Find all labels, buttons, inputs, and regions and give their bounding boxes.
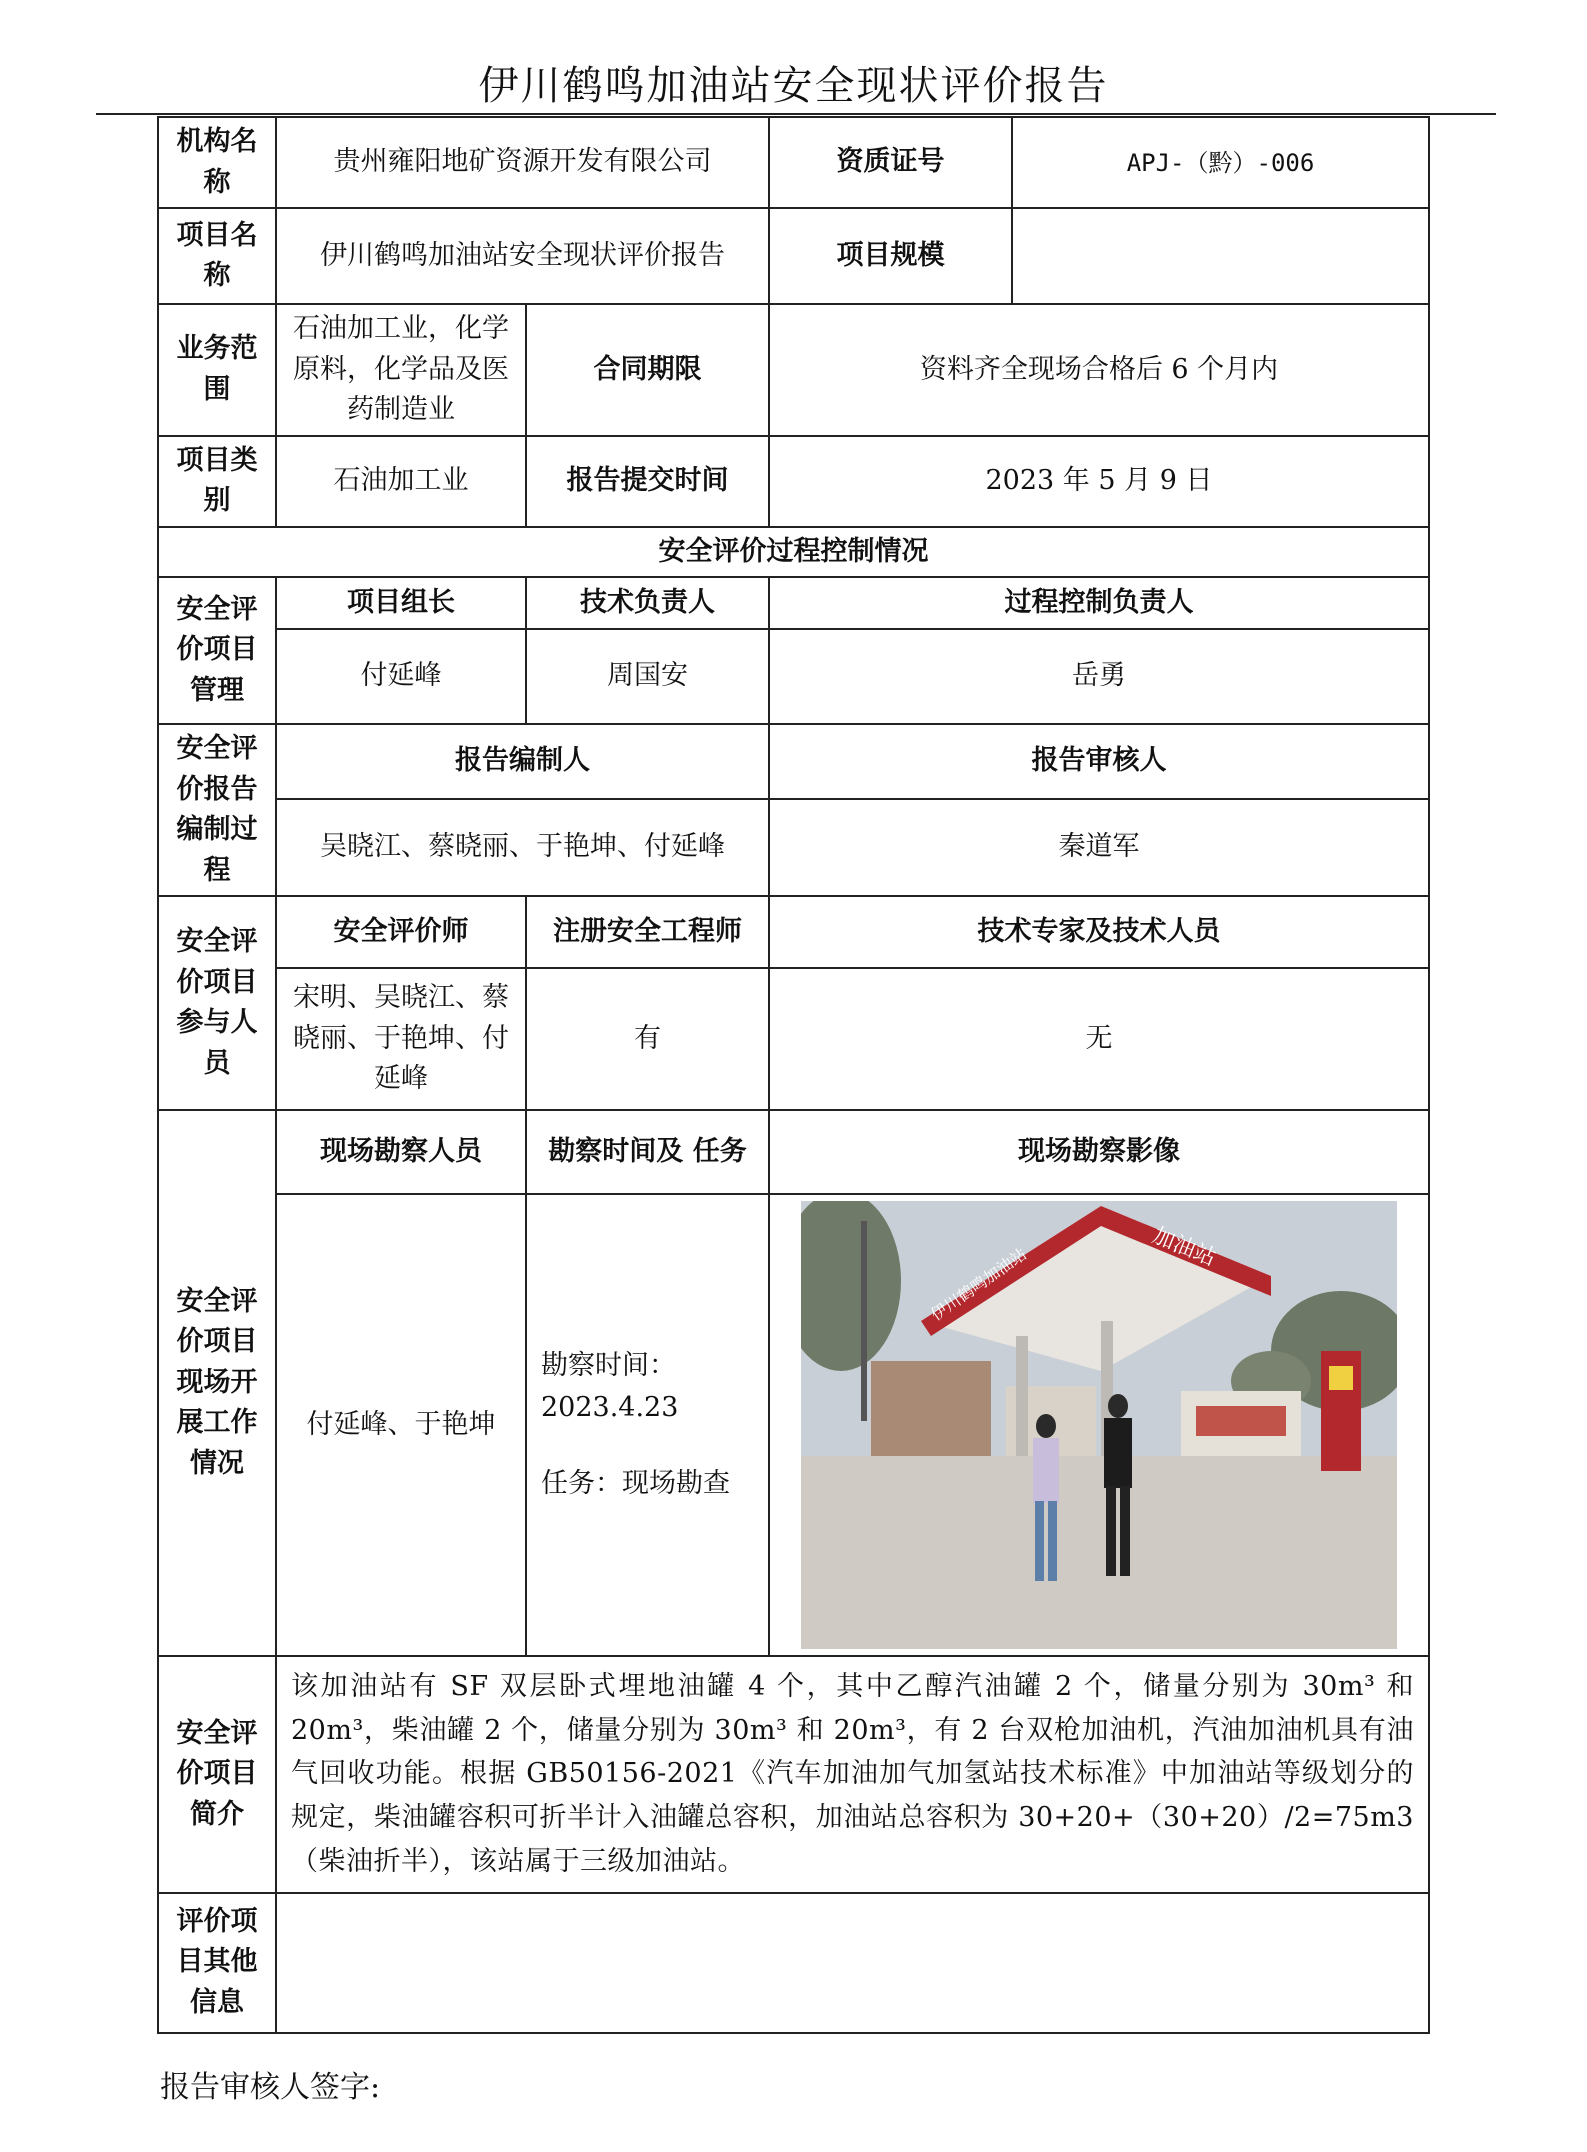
survey-label: 安全评价项目现场开展工作情况: [158, 1110, 276, 1656]
org-value: 贵州雍阳地矿资源开发有限公司: [276, 117, 769, 208]
project-name-label: 项目名称: [158, 208, 276, 304]
leader-value: 付延峰: [276, 629, 526, 724]
survey-time-line: 勘察时间：2023.4.23: [541, 1350, 679, 1424]
row-survey-values: [158, 1194, 1429, 1656]
engineers-value: 有: [526, 968, 769, 1110]
leader-header: 项目组长: [276, 577, 526, 629]
control-value: 岳勇: [769, 629, 1429, 724]
survey-staff-value: 付延峰、于艳坤: [276, 1194, 526, 1656]
cert-label: 资质证号: [769, 117, 1012, 208]
photo-sign-text: 加油站: [1148, 1223, 1220, 1272]
row-project: [158, 208, 1429, 304]
other-label: 评价项目其他信息: [158, 1893, 276, 2033]
row-business: [158, 304, 1429, 436]
intro-label: 安全评价项目简介: [158, 1656, 276, 1893]
row-management-values: [158, 629, 1429, 724]
title-divider: [96, 113, 1496, 115]
row-intro: [158, 1656, 1429, 1893]
category-label: 项目类别: [158, 436, 276, 527]
business-value: 石油加工业，化学原料，化学品及医药制造业: [276, 304, 526, 436]
org-label: 机构名称: [158, 117, 276, 208]
cert-value: APJ-（黔）-006: [1012, 117, 1429, 208]
evaluators-header: 安全评价师: [276, 896, 526, 968]
tech-header: 技术负责人: [526, 577, 769, 629]
control-header: 过程控制负责人: [769, 577, 1429, 629]
document-title: 伊川鹤鸣加油站安全现状评价报告: [478, 63, 1109, 109]
category-value: 石油加工业: [276, 436, 526, 527]
submit-time-value: 2023 年 5 月 9 日: [769, 436, 1429, 527]
reviewer-signature-label: 报告审核人签字:: [160, 2070, 381, 2105]
row-participant-values: [158, 968, 1429, 1110]
intro-text: 该加油站有 SF 双层卧式埋地油罐 4 个，其中乙醇汽油罐 2 个，储量分别为 30m³ 和 20m³，柴油罐 2 个，储量分别为 30m³ 和 20m³，有 2 台双枪加油机，汽油加油机具有油气回收功能。根据 GB50156-2021《汽车加油加气加氢站技术标准》中加油站等级划分的规定，柴油罐容积可折半计入油罐总容积，加油站总容积为 30+20+（30+20）/2=75m3（柴油折半），该站属于三级加油站。: [276, 1656, 1429, 1893]
reviewer-header: 报告审核人: [769, 724, 1429, 799]
participants-label: 安全评价项目参与人员: [158, 896, 276, 1110]
other-value: [276, 1893, 1429, 2033]
contract-value: 资料齐全现场合格后 6 个月内: [769, 304, 1429, 436]
engineers-header: 注册安全工程师: [526, 896, 769, 968]
row-management-headers: [158, 577, 1429, 629]
management-label: 安全评价项目管理: [158, 577, 276, 724]
process-section-heading: 安全评价过程控制情况: [158, 527, 1429, 578]
row-other: [158, 1893, 1429, 2033]
submit-time-label: 报告提交时间: [526, 436, 769, 527]
row-survey-headers: [158, 1110, 1429, 1194]
contract-label: 合同期限: [526, 304, 769, 436]
row-category: [158, 436, 1429, 527]
survey-task-line: 任务：现场勘查: [541, 1467, 730, 1499]
row-section-bar: [158, 527, 1429, 578]
tech-value: 周国安: [526, 629, 769, 724]
row-compile-headers: [158, 724, 1429, 799]
row-participant-headers: [158, 896, 1429, 968]
experts-value: 无: [769, 968, 1429, 1110]
author-header: 报告编制人: [276, 724, 769, 799]
project-scale-label: 项目规模: [769, 208, 1012, 304]
project-scale-value: [1012, 208, 1429, 304]
compile-label: 安全评价报告编制过程: [158, 724, 276, 896]
survey-staff-header: 现场勘察人员: [276, 1110, 526, 1194]
authors-value: 吴晓江、蔡晓丽、于艳坤、付延峰: [276, 799, 769, 896]
row-compile-values: [158, 799, 1429, 896]
survey-photo-cell: [769, 1194, 1429, 1656]
reviewer-value: 秦道军: [769, 799, 1429, 896]
survey-time-task: [526, 1194, 769, 1656]
gas-station-photo: [801, 1201, 1397, 1649]
survey-image-header: 现场勘察影像: [769, 1110, 1429, 1194]
photo-banner-text: 伊川鹤鸣加油站: [927, 1244, 1031, 1325]
survey-time-header: 勘察时间及 任务: [526, 1110, 769, 1194]
business-label: 业务范围: [158, 304, 276, 436]
experts-header: 技术专家及技术人员: [769, 896, 1429, 968]
report-form-table: [157, 116, 1430, 2034]
project-name-value: 伊川鹤鸣加油站安全现状评价报告: [276, 208, 769, 304]
evaluators-value: 宋明、吴晓江、蔡晓丽、于艳坤、付延峰: [276, 968, 526, 1110]
row-org: [158, 117, 1429, 208]
